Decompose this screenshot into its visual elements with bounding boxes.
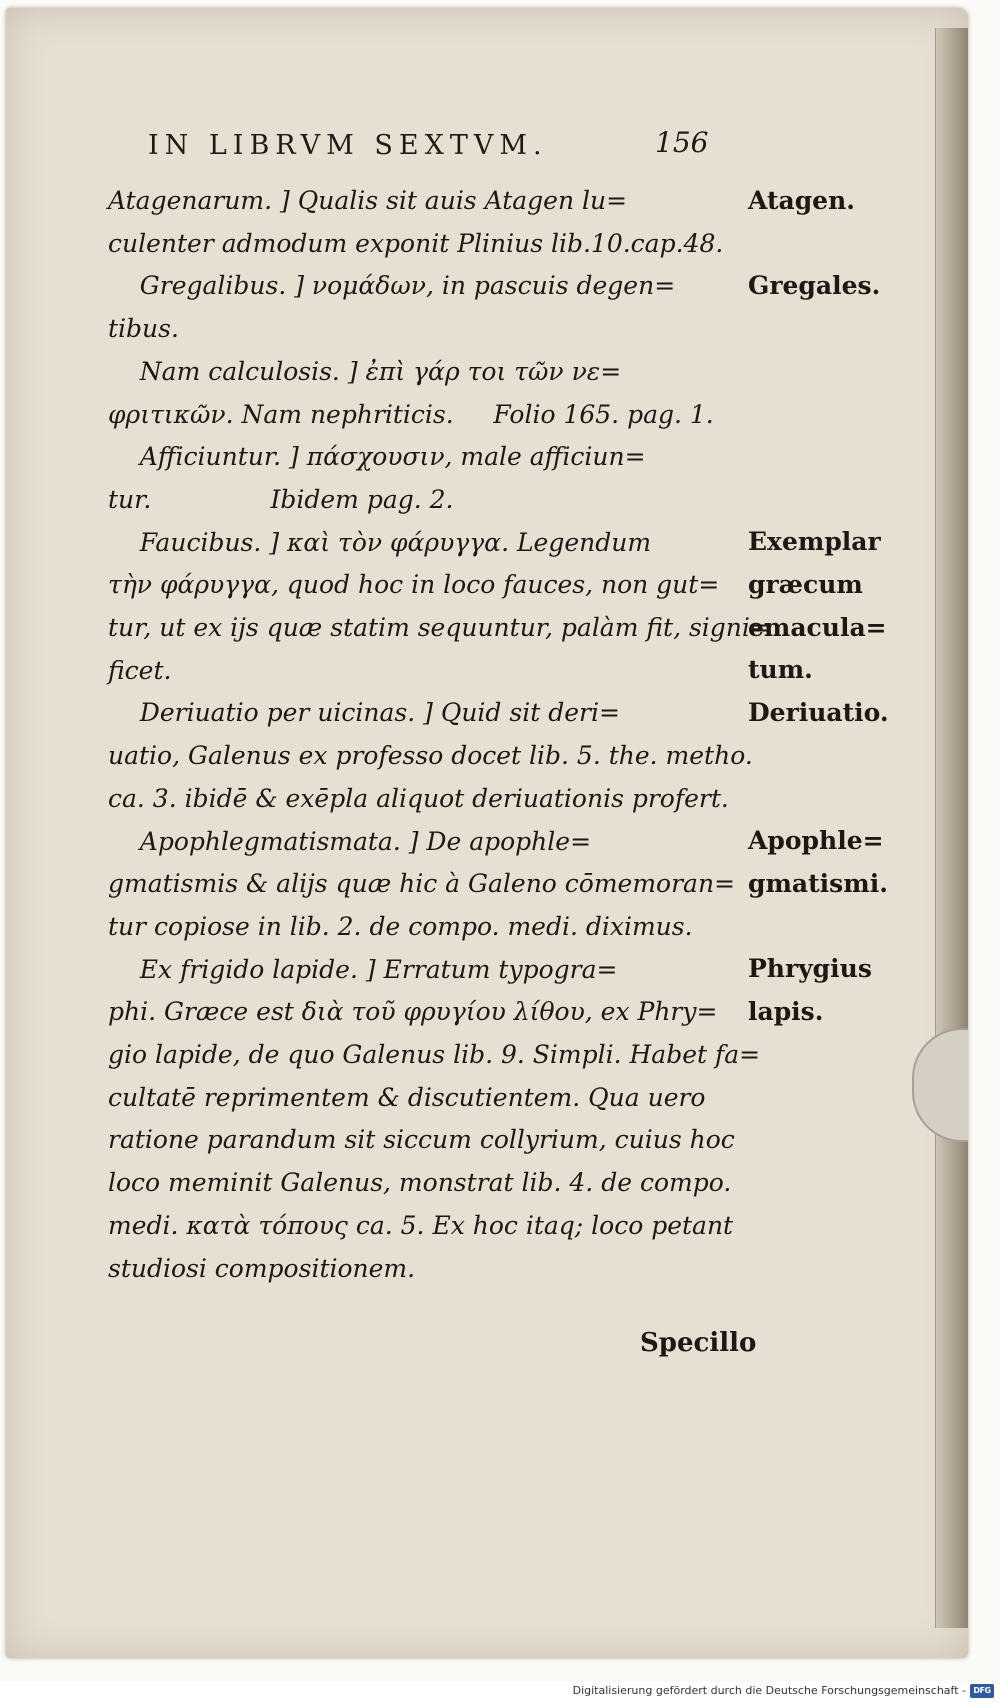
margin-note: Gregales. — [748, 271, 881, 300]
text-line: Ex frigido lapide. ] Erratum typogra= — [108, 954, 618, 984]
text-line: gmatismis & alijs quæ hic à Galeno cōmemoran= — [108, 869, 736, 899]
text-line: medi. κατὰ τόπους ca. 5. Ex hoc itaq; loco petant — [108, 1210, 734, 1240]
text-line: cultatē reprimentem & discutientem. Qua uero — [108, 1082, 706, 1112]
funding-credit: Digitalisierung gefördert durch die Deutsche Forschungsgemeinschaft - — [572, 1684, 966, 1697]
text-line: Apophlegmatismata. ] De apophle= — [108, 826, 592, 856]
text-line: phi. Græce est διὰ τοῦ φρυγίου λίθου, ex Phry= — [108, 997, 718, 1027]
catchword: Specillo — [640, 1328, 757, 1358]
margin-note: tum. — [748, 655, 813, 684]
text-line: tur, ut ex ijs quæ statim sequuntur, palàm fit, signi= — [108, 613, 771, 643]
text-line: Atagenarum. ] Qualis sit auis Atagen lu= — [108, 186, 628, 215]
text-line: φριτικῶν. Nam nephriticis. Folio 165. pag. 1. — [108, 399, 714, 429]
text-line: tur. Ibidem pag. 2. — [108, 484, 454, 514]
margin-note: Apophle= — [748, 826, 884, 855]
main-text-column — [108, 180, 771, 1290]
text-line: ratione parandum sit siccum collyrium, cuius hoc — [108, 1125, 735, 1155]
text-line: τὴν φάρυγγα, quod hoc in loco fauces, non gut= — [108, 570, 720, 600]
margin-note: Atagen. — [748, 186, 855, 215]
text-line: Faucibus. ] καὶ τὸν φάρυγγα. Legendum — [108, 527, 652, 557]
text-line: Deriuatio per uicinas. ] Quid sit deri= — [108, 698, 620, 728]
text-line: culenter admodum exponit Plinius lib.10.cap.48. — [108, 228, 724, 258]
margin-note: gmatismi. — [748, 869, 888, 898]
text-line: loco meminit Galenus, monstrat lib. 4. de compo. — [108, 1168, 732, 1198]
dfg-logo: DFG — [970, 1684, 994, 1698]
page-clip — [912, 1028, 968, 1142]
text-line: ca. 3. ibidē & exēpla aliquot deriuationis profert. — [108, 783, 729, 813]
margin-note: græcum — [748, 570, 863, 599]
folio-number: 156 — [655, 126, 709, 159]
margin-note: emacula= — [748, 613, 887, 642]
text-line: Gregalibus. ] νομάδων, in pascuis degen= — [108, 271, 676, 301]
running-head: IN LIBRVM SEXTVM. — [148, 130, 548, 161]
text-line: studiosi compositionem. — [108, 1253, 416, 1283]
text-line: Nam calculosis. ] ἐπὶ γάρ τοι τῶν νε= — [108, 356, 622, 386]
text-line: tur copiose in lib. 2. de compo. medi. diximus. — [108, 911, 693, 941]
text-line: tibus. — [108, 314, 179, 344]
text-line: gio lapide, de quo Galenus lib. 9. Simpli. Habet fa= — [108, 1040, 761, 1070]
text-line: uatio, Galenus ex professo docet lib. 5. the. metho. — [108, 741, 753, 771]
footer-bar — [0, 1682, 1000, 1703]
margin-note: Phrygius — [748, 954, 872, 983]
page-edge — [935, 28, 968, 1628]
margin-note: Exemplar — [748, 527, 881, 556]
margin-note: lapis. — [748, 997, 824, 1026]
text-line: ficet. — [108, 655, 172, 685]
text-line: Afficiuntur. ] πάσχουσιν, male afficiun= — [108, 442, 646, 472]
margin-note: Deriuatio. — [748, 698, 889, 727]
